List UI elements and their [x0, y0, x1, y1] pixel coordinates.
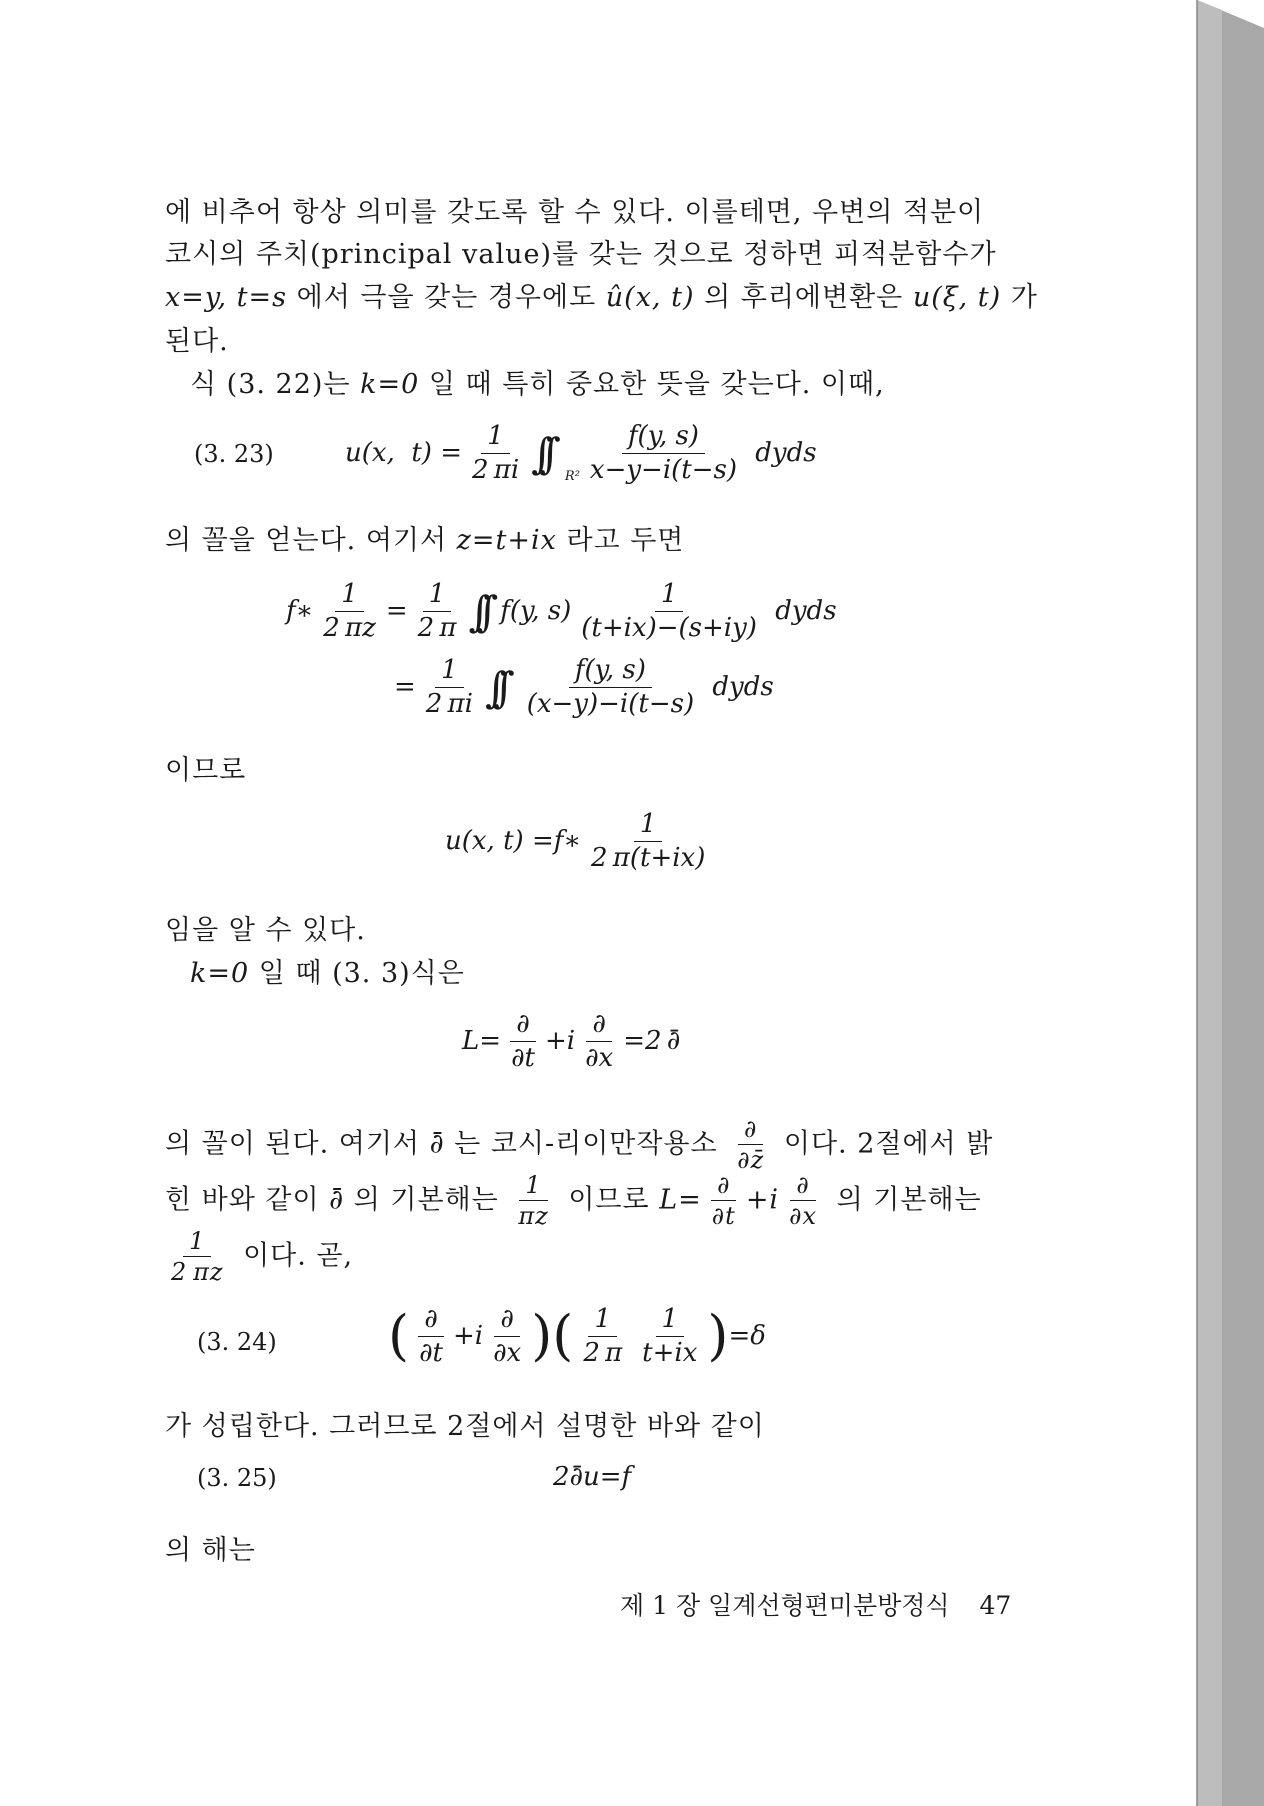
- text-run: 의 꼴을 얻는다. 여기서: [165, 525, 448, 556]
- math-inline: u(ξ, t): [912, 282, 1002, 313]
- text-line-8: 임을 알 수 있다.: [165, 915, 366, 946]
- page-footer: [620, 1586, 1011, 1622]
- text-line-3: [165, 275, 1038, 314]
- equation-3-25: 2∂̄u=f: [553, 1462, 632, 1492]
- equation-operator-L: L= $\frac{\partial}{\partial t}$ +i $\frac{\partial}{\partial x}$ =2 ∂̄: [462, 1009, 681, 1073]
- text-run: 의 기본해는: [836, 1184, 982, 1216]
- math-inline: z=t+ix: [456, 525, 557, 556]
- text-line-1: 에 비추어 항상 의미를 갖도록 할 수 있다. 이를테면, 우변의 적분이: [165, 197, 985, 228]
- text-run: 이다. 곧,: [243, 1240, 354, 1272]
- text-line-14: 의 해는: [165, 1535, 256, 1566]
- equation-3-24: ( $\frac{\partial}{\partial t}$ +i $\frac{\partial}{\partial x}$ )( $\frac{1}{2 \pi}$ $\frac{1}{t+ix}$ ) =δ: [388, 1304, 766, 1368]
- text-run: 는 코시-리이만작용소: [454, 1128, 718, 1160]
- math-inline: k=0: [360, 369, 420, 400]
- page-number: 47: [979, 1591, 1012, 1620]
- fraction-d-dzbar: $\frac{\partial}{\partial z̄}$: [737, 1115, 765, 1175]
- text-line-11: 힌 바와 같이 ∂̄ 의 기본해는 $\frac{1}{\pi z}$ 이므로 L= $\frac{\partial}{\partial t}$ +i $\frac{\partial}{\partial x}$ 의 기본해는: [165, 1171, 982, 1231]
- math-inline: û(x, t): [605, 282, 695, 313]
- text-run: 식 (3. 22)는: [190, 369, 351, 400]
- text-run: 힌 바와 같이: [165, 1184, 320, 1216]
- math-inline: ∂̄: [429, 1128, 445, 1160]
- text-line-6: [165, 518, 684, 557]
- equation-number-3-25: (3. 25): [197, 1464, 277, 1492]
- text-line-4: 된다.: [165, 326, 229, 357]
- text-line-13: 가 성립한다. 그러므로 2절에서 설명한 바와 같이: [165, 1411, 765, 1442]
- text-line-10: [165, 1116, 993, 1174]
- text-run: 의 기본해는: [353, 1184, 499, 1216]
- equation-u-solution: u(x, t) =f∗ $\frac{1}{2 \pi(t+ix)}$: [445, 809, 706, 873]
- equation-3-23: u(x, t) = $\frac{1}{2 \pi i}$ ∫∫ R² $\frac{f(y, s)}{x-y-i(t-s)}$ dyds: [345, 421, 817, 485]
- text-run: 이다. 2절에서 밝: [783, 1128, 994, 1160]
- text-run: 에서 극을 갖는 경우에도: [296, 282, 597, 313]
- text-run: 의 꼴이 된다. 여기서: [165, 1128, 420, 1160]
- text-line-7: 이므로: [165, 755, 247, 786]
- equation-convolution-line-2: = $\frac{1}{2 \pi i}$ ∫∫ $\frac{f(y, s)}{(x-y)-i(t-s)}$ dyds: [394, 655, 774, 719]
- fraction-d-dt: $\frac{\partial}{\partial t}$: [711, 1171, 736, 1231]
- text-run: 의 후리에변환은: [704, 282, 904, 313]
- math-inline: ∂̄: [329, 1184, 345, 1216]
- text-run: 일 때 특히 중요한 뜻을 갖는다. 이때,: [428, 369, 885, 400]
- math-inline: x=y, t=s: [165, 282, 288, 313]
- fraction-d-dx: $\frac{\partial}{\partial x}$: [789, 1171, 818, 1231]
- fraction-1-2piz: $\frac{1}{2 \pi z}$: [171, 1227, 224, 1287]
- text-line-9: [190, 951, 465, 990]
- text-line-12: [165, 1228, 353, 1286]
- equation-number-3-23: (3. 23): [194, 440, 274, 468]
- text-line-5: [190, 362, 885, 401]
- text-line-2: 코시의 주치(principal value)를 갖는 것으로 정하면 피적분함수가: [165, 239, 997, 270]
- math-inline: k=0: [190, 958, 250, 989]
- text-run: 이므로: [568, 1184, 650, 1216]
- text-run: 라고 두면: [566, 525, 685, 556]
- equation-number-3-24: (3. 24): [197, 1328, 277, 1356]
- equation-convolution-line-1: f∗ $\frac{1}{2 \pi z}$ = $\frac{1}{2 \pi}$ ∫∫ f(y, s) $\frac{1}{(t+ix)-(s+iy)}$ dyds: [286, 579, 837, 643]
- text-run: 가: [1010, 282, 1038, 313]
- fraction-1-piz: $\frac{1}{\pi z}$: [518, 1171, 549, 1231]
- text-run: 일 때 (3. 3)식은: [258, 958, 465, 989]
- chapter-title: 제 1 장 일계선형편미분방정식: [620, 1591, 950, 1620]
